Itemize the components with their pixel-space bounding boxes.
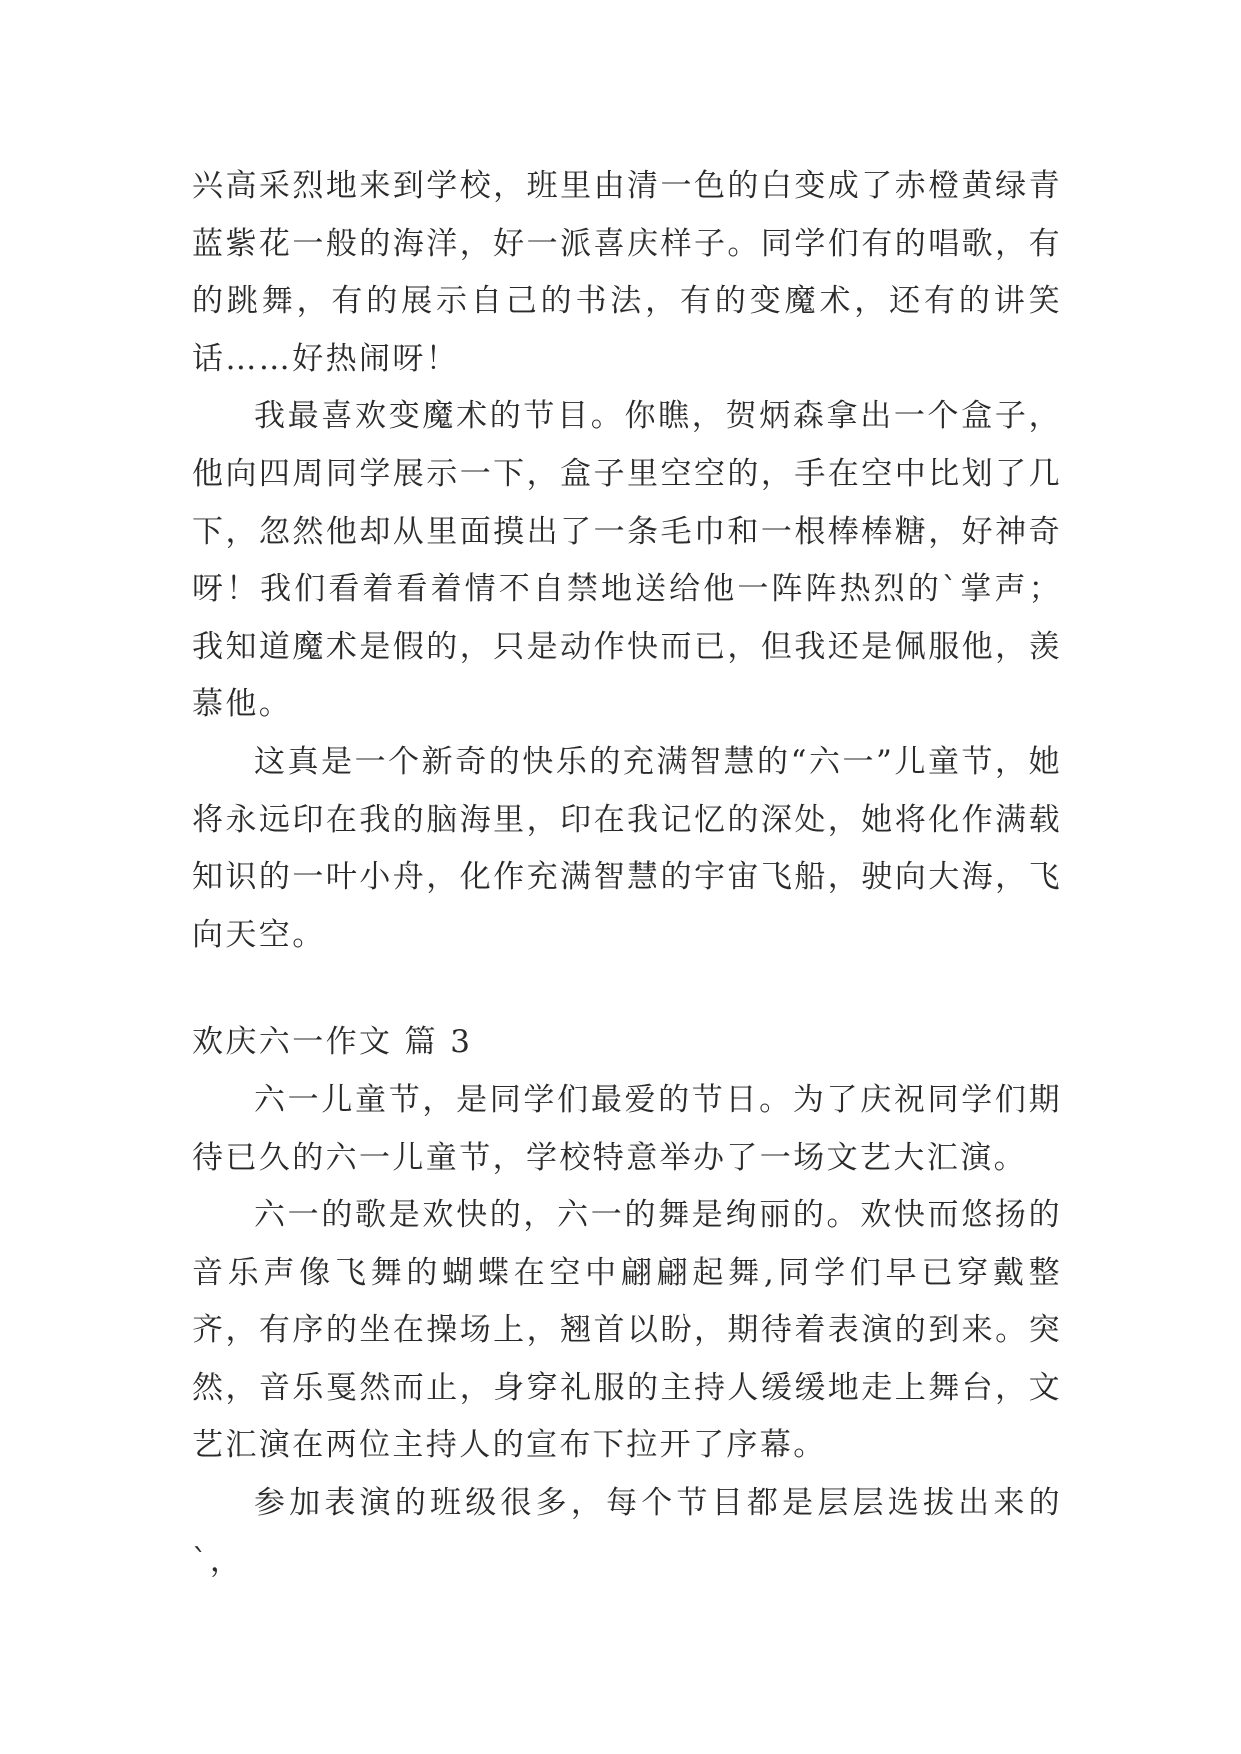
- paragraph-performances: 参加表演的班级很多，每个节目都是层层选拔出来的`，: [192, 1485, 1062, 1579]
- paragraph-childrens-day-intro: 六一儿童节，是同学们最爱的节日。为了庆祝同学们期待已久的六一儿童节，学校特意举办了一场文艺大汇演。: [192, 1081, 1062, 1176]
- paragraph-performance-opening: 六一的歌是欢快的，六一的舞是绚丽的。欢快而悠扬的音乐声像飞舞的蝴蝶在空中翩翩起舞,同学们早已穿戴整齐，有序的坐在操场上，翘首以盼，期待着表演的到来。突然，音乐戛然而止，身穿礼服的主持人缓缓地走上舞台，文艺汇演在两位主持人的宣布下拉开了序幕。: [192, 1197, 1062, 1464]
- section-heading: 欢庆六一作文 篇 3: [192, 1024, 473, 1061]
- paragraph-magic-show: 我最喜欢变魔术的节目。你瞧，贺炳森拿出一个盒子，他向四周同学展示一下，盒子里空空的，手在空中比划了几下，忽然他却从里面摸出了一条毛巾和一根棒棒糖，好神奇呀！我们看着看着情不自禁地送给他一阵阵热烈的`掌声；我知道魔术是假的，只是动作快而已，但我还是佩服他，羡慕他。: [192, 398, 1062, 723]
- document-body: [192, 158, 1062, 1590]
- paragraph-celebration-scene: 兴高采烈地来到学校，班里由清一色的白变成了赤橙黄绿青蓝紫花一般的海洋，好一派喜庆样子。同学们有的唱歌，有的跳舞，有的展示自己的书法，有的变魔术，还有的讲笑话……好热闹呀！: [192, 168, 1062, 377]
- paragraph-conclusion: 这真是一个新奇的快乐的充满智慧的“六一”儿童节，她将永远印在我的脑海里，印在我记忆的深处，她将化作满载知识的一叶小舟，化作充满智慧的宇宙飞船，驶向大海，飞向天空。: [192, 743, 1062, 953]
